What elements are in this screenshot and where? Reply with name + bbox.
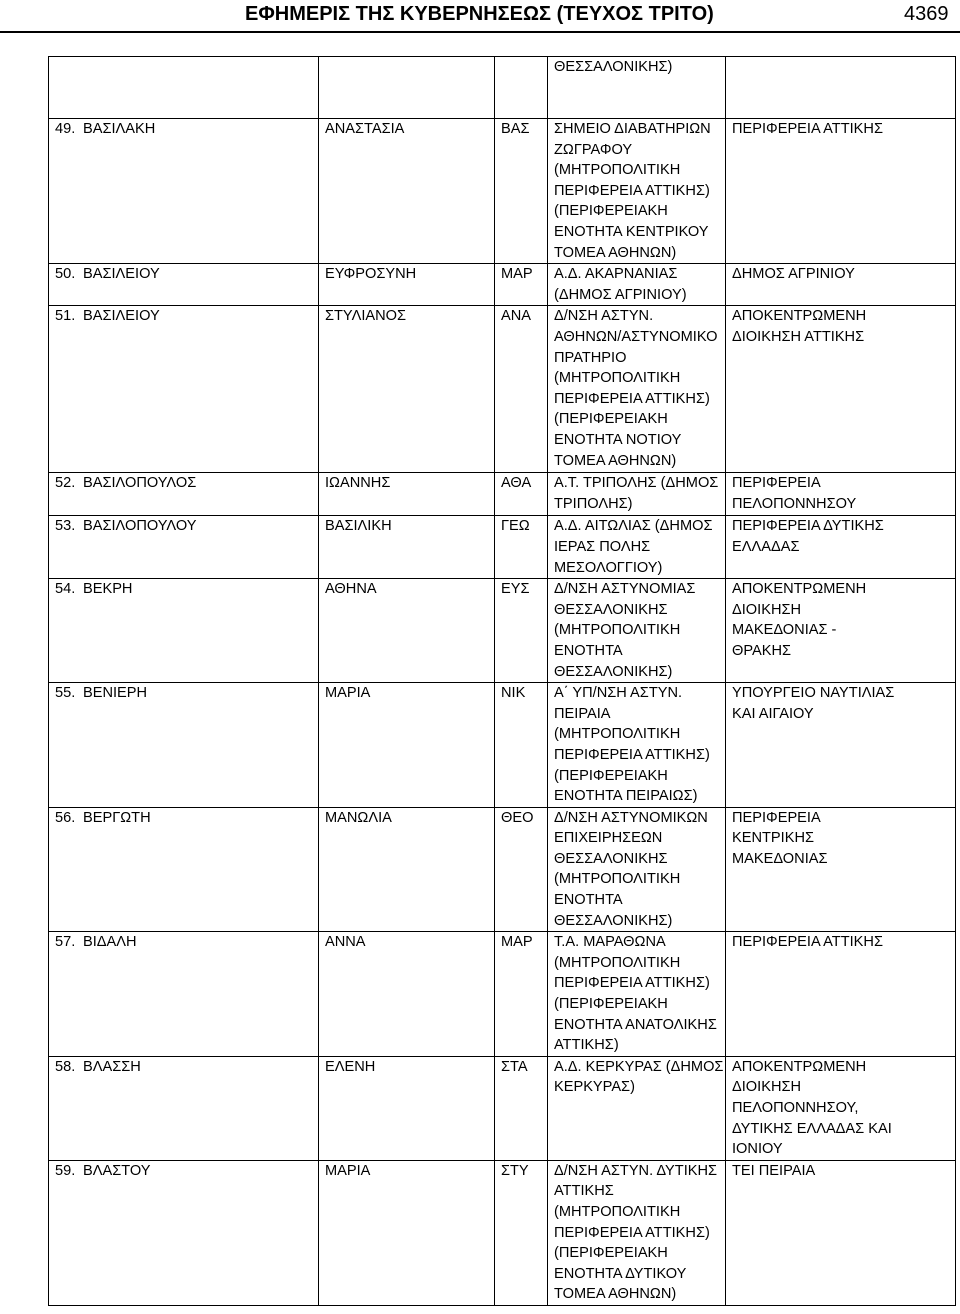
cell-number-surname: [49, 1160, 319, 1305]
cell-father: [495, 683, 548, 808]
table-row: [49, 516, 956, 579]
page-number: 4369: [904, 3, 949, 25]
cell-destination: [726, 306, 956, 473]
cell-father: [495, 932, 548, 1057]
row-number: 55.: [55, 685, 76, 702]
cell-number-surname: [49, 473, 319, 516]
surname: ΒΑΣΙΛΟΠΟΥΛΟΥ: [83, 518, 197, 535]
row-number: 54.: [55, 581, 76, 598]
cell-number-surname: [49, 306, 319, 473]
table-row: [49, 1160, 956, 1305]
destination-text: ΠΕΡΙΦΕΡΕΙΑ ΚΕΝΤΡΙΚΗΣ ΜΑΚΕΔΟΝΙΑΣ: [732, 809, 828, 867]
destination-text: ΑΠΟΚΕΝΤΡΩΜΕΝΗ ΔΙΟΙΚΗΣΗ ΑΤΤΙΚΗΣ: [732, 308, 867, 345]
transfer-table-body: [49, 57, 956, 1306]
cell-destination: [726, 579, 956, 683]
cell-destination: [726, 264, 956, 306]
service-text: ΘΕΣΣΑΛΟΝΙΚΗΣ): [554, 59, 673, 75]
row-number: 52.: [55, 475, 76, 492]
cell-service: [548, 119, 726, 264]
cell-name: [319, 683, 495, 808]
surname: ΒΕΝΙΕΡΗ: [83, 685, 148, 702]
surname: ΒΑΣΙΛΟΠΟΥΛΟΣ: [83, 475, 197, 492]
father-name: ΝΙΚ: [501, 685, 526, 702]
cell-service: [548, 264, 726, 306]
cell-destination: [726, 57, 956, 119]
cell-name: [319, 579, 495, 683]
row-number: 51.: [55, 308, 76, 325]
surname: ΒΕΚΡΗ: [83, 581, 133, 598]
cell-destination: [726, 1056, 956, 1160]
table-row: [49, 683, 956, 808]
cell-service: [548, 473, 726, 516]
table-row: [49, 1056, 956, 1160]
cell-destination: [726, 807, 956, 932]
row-number: 49.: [55, 121, 76, 137]
service-text: ΣΗΜΕΙΟ ΔΙΑΒΑΤΗΡΙΩΝ ΖΩΓΡΑΦΟΥ (ΜΗΤΡΟΠΟΛΙΤΙΚΗ ΠΕΡΙΦΕΡΕΙΑ ΑΤΤΙΚΗΣ) (ΠΕΡΙΦΕΡΕΙΑΚΗ ΕΝΟΤΗΤΑ ΚΕΝΤΡΙΚΟΥ ΤΟΜΕΑ ΑΘΗΝΩΝ): [554, 121, 711, 261]
father-name: ΜΑΡ: [501, 266, 533, 283]
cell-name: [319, 1056, 495, 1160]
cell-name: [319, 473, 495, 516]
surname: ΒΑΣΙΛΑΚΗ: [83, 121, 156, 137]
first-name: ΑΘΗΝΑ: [325, 581, 377, 598]
father-name: ΑΝΑ: [501, 308, 532, 325]
cell-number-surname: [49, 807, 319, 932]
first-name: ΑΝΝΑ: [325, 934, 366, 951]
first-name: ΣΤΥΛΙΑΝΟΣ: [325, 308, 407, 325]
first-name: ΜΑΡΙΑ: [325, 685, 371, 702]
father-name: ΑΘΑ: [501, 475, 532, 492]
cell-name: [319, 516, 495, 579]
cell-service: [548, 579, 726, 683]
destination-text: ΤΕΙ ΠΕΙΡΑΙΑ: [732, 1162, 816, 1179]
cell-father: [495, 473, 548, 516]
service-text: Α΄ ΥΠ/ΝΣΗ ΑΣΤΥΝ. ΠΕΙΡΑΙΑ (ΜΗΤΡΟΠΟΛΙΤΙΚΗ ΠΕΡΙΦΕΡΕΙΑ ΑΤΤΙΚΗΣ) (ΠΕΡΙΦΕΡΕΙΑΚΗ ΕΝΟΤΗΤΑ ΠΕΙΡΑΙΩΣ): [554, 685, 710, 805]
father-name: ΣΤΑ: [501, 1058, 528, 1075]
father-name: ΣΤΥ: [501, 1162, 529, 1179]
cell-father: [495, 579, 548, 683]
father-name: ΜΑΡ: [501, 934, 533, 951]
cell-father: [495, 306, 548, 473]
cell-number-surname: [49, 683, 319, 808]
first-name: ΜΑΝΩΛΙΑ: [325, 809, 392, 826]
page-header: [0, 0, 960, 36]
first-name: ΑΝΑΣΤΑΣΙΑ: [325, 121, 405, 137]
service-text: Α.Τ. ΤΡΙΠΟΛΗΣ (ΔΗΜΟΣ ΤΡΙΠΟΛΗΣ): [554, 475, 719, 512]
cell-number-surname: [49, 119, 319, 264]
table-row: [49, 306, 956, 473]
cell-father: [495, 57, 548, 119]
header-divider: [0, 31, 960, 33]
table-row: [49, 579, 956, 683]
row-number: 53.: [55, 518, 76, 535]
service-text: Α.Δ. ΚΕΡΚΥΡΑΣ (ΔΗΜΟΣ ΚΕΡΚΥΡΑΣ): [554, 1058, 724, 1096]
surname: ΒΛΑΣΣΗ: [83, 1058, 141, 1075]
first-name: ΕΥΦΡΟΣΥΝΗ: [325, 266, 417, 283]
cell-name: [319, 57, 495, 119]
row-number: 59.: [55, 1162, 76, 1179]
table-row: [49, 264, 956, 306]
cell-name: [319, 119, 495, 264]
surname: ΒΛΑΣΤΟΥ: [83, 1162, 151, 1179]
first-name: ΕΛΕΝΗ: [325, 1058, 376, 1075]
first-name: ΙΩΑΝΝΗΣ: [325, 475, 391, 492]
cell-destination: [726, 932, 956, 1057]
cell-name: [319, 932, 495, 1057]
destination-text: ΠΕΡΙΦΕΡΕΙΑ ΠΕΛΟΠΟΝΝΗΣΟΥ: [732, 475, 857, 512]
service-text: Δ/ΝΣΗ ΑΣΤΥΝ. ΑΘΗΝΩΝ/ΑΣΤΥΝΟΜΙΚΟ ΠΡΑΤΗΡΙΟ (ΜΗΤΡΟΠΟΛΙΤΙΚΗ ΠΕΡΙΦΕΡΕΙΑ ΑΤΤΙΚΗΣ) (ΠΕΡΙΦΕΡΕΙΑΚΗ ΕΝΟΤΗΤΑ ΝΟΤΙΟΥ ΤΟΜΕΑ ΑΘΗΝΩΝ): [554, 308, 718, 469]
cell-number-surname: [49, 57, 319, 119]
transfer-table: [48, 56, 956, 1306]
father-name: ΕΥΣ: [501, 581, 530, 598]
row-number: 57.: [55, 934, 76, 951]
surname: ΒΙΔΑΛΗ: [83, 934, 137, 951]
cell-service: [548, 57, 726, 119]
gazette-title: ΕΦΗΜΕΡΙΣ ΤΗΣ ΚΥΒΕΡΝΗΣΕΩΣ (ΤΕΥΧΟΣ ΤΡΙΤΟ): [245, 3, 714, 25]
cell-service: [548, 1160, 726, 1305]
table-row: [49, 932, 956, 1057]
cell-destination: [726, 119, 956, 264]
row-number: 50.: [55, 266, 76, 283]
first-name: ΒΑΣΙΛΙΚΗ: [325, 518, 392, 535]
table-row: [49, 119, 956, 264]
service-text: Δ/ΝΣΗ ΑΣΤΥΝΟΜΙΑΣ ΘΕΣΣΑΛΟΝΙΚΗΣ (ΜΗΤΡΟΠΟΛΙΤΙΚΗ ΕΝΟΤΗΤΑ ΘΕΣΣΑΛΟΝΙΚΗΣ): [554, 581, 696, 680]
service-text: Δ/ΝΣΗ ΑΣΤΥΝΟΜΙΚΩΝ ΕΠΙΧΕΙΡΗΣΕΩΝ ΘΕΣΣΑΛΟΝΙΚΗΣ (ΜΗΤΡΟΠΟΛΙΤΙΚΗ ΕΝΟΤΗΤΑ ΘΕΣΣΑΛΟΝΙΚΗΣ): [554, 809, 708, 929]
continuation-row: [49, 57, 956, 119]
father-name: ΘΕΟ: [501, 809, 534, 826]
destination-text: ΑΠΟΚΕΝΤΡΩΜΕΝΗ ΔΙΟΙΚΗΣΗ ΠΕΛΟΠΟΝΝΗΣΟΥ, ΔΥΤΙΚΗΣ ΕΛΛΑΔΑΣ ΚΑΙ ΙΟΝΙΟΥ: [732, 1058, 892, 1158]
cell-service: [548, 516, 726, 579]
cell-service: [548, 932, 726, 1057]
cell-number-surname: [49, 932, 319, 1057]
cell-service: [548, 1056, 726, 1160]
cell-destination: [726, 473, 956, 516]
cell-name: [319, 264, 495, 306]
surname: ΒΕΡΓΩΤΗ: [83, 809, 151, 826]
destination-text: ΠΕΡΙΦΕΡΕΙΑ ΔΥΤΙΚΗΣ ΕΛΛΑΔΑΣ: [732, 518, 884, 555]
row-number: 58.: [55, 1058, 76, 1075]
cell-service: [548, 683, 726, 808]
cell-father: [495, 1160, 548, 1305]
service-text: Τ.Α. ΜΑΡΑΘΩΝΑ (ΜΗΤΡΟΠΟΛΙΤΙΚΗ ΠΕΡΙΦΕΡΕΙΑ ΑΤΤΙΚΗΣ) (ΠΕΡΙΦΕΡΕΙΑΚΗ ΕΝΟΤΗΤΑ ΑΝΑΤΟΛΙΚΗΣ ΑΤΤΙΚΗΣ): [554, 934, 717, 1054]
first-name: ΜΑΡΙΑ: [325, 1162, 371, 1179]
cell-father: [495, 264, 548, 306]
destination-text: ΠΕΡΙΦΕΡΕΙΑ ΑΤΤΙΚΗΣ: [732, 121, 883, 137]
surname: ΒΑΣΙΛΕΙΟΥ: [83, 266, 160, 283]
surname: ΒΑΣΙΛΕΙΟΥ: [83, 308, 160, 325]
row-number: 56.: [55, 809, 76, 826]
table-row: [49, 473, 956, 516]
cell-father: [495, 807, 548, 932]
cell-father: [495, 1056, 548, 1160]
service-text: Α.Δ. ΑΙΤΩΛΙΑΣ (ΔΗΜΟΣ ΙΕΡΑΣ ΠΟΛΗΣ ΜΕΣΟΛΟΓΓΙΟΥ): [554, 518, 713, 576]
service-text: Δ/ΝΣΗ ΑΣΤΥΝ. ΔΥΤΙΚΗΣ ΑΤΤΙΚΗΣ (ΜΗΤΡΟΠΟΛΙΤΙΚΗ ΠΕΡΙΦΕΡΕΙΑ ΑΤΤΙΚΗΣ) (ΠΕΡΙΦΕΡΕΙΑΚΗ ΕΝΟΤΗΤΑ ΔΥΤΙΚΟΥ ΤΟΜΕΑ ΑΘΗΝΩΝ): [554, 1162, 718, 1303]
father-name: ΓΕΩ: [501, 518, 530, 535]
cell-number-surname: [49, 516, 319, 579]
service-text: Α.Δ. ΑΚΑΡΝΑΝΙΑΣ (ΔΗΜΟΣ ΑΓΡΙΝΙΟΥ): [554, 266, 687, 303]
cell-destination: [726, 683, 956, 808]
destination-text: ΔΗΜΟΣ ΑΓΡΙΝΙΟΥ: [732, 266, 855, 283]
cell-number-surname: [49, 264, 319, 306]
cell-name: [319, 807, 495, 932]
destination-text: ΑΠΟΚΕΝΤΡΩΜΕΝΗ ΔΙΟΙΚΗΣΗ ΜΑΚΕΔΟΝΙΑΣ - ΘΡΑΚΗΣ: [732, 581, 867, 659]
cell-service: [548, 807, 726, 932]
cell-name: [319, 306, 495, 473]
cell-service: [548, 306, 726, 473]
cell-father: [495, 119, 548, 264]
table-row: [49, 807, 956, 932]
cell-name: [319, 1160, 495, 1305]
cell-father: [495, 516, 548, 579]
cell-destination: [726, 1160, 956, 1305]
cell-number-surname: [49, 579, 319, 683]
father-name: ΒΑΣ: [501, 121, 530, 137]
destination-text: ΠΕΡΙΦΕΡΕΙΑ ΑΤΤΙΚΗΣ: [732, 934, 883, 951]
cell-destination: [726, 516, 956, 579]
cell-number-surname: [49, 1056, 319, 1160]
destination-text: ΥΠΟΥΡΓΕΙΟ ΝΑΥΤΙΛΙΑΣ ΚΑΙ ΑΙΓΑΙΟΥ: [732, 685, 895, 722]
